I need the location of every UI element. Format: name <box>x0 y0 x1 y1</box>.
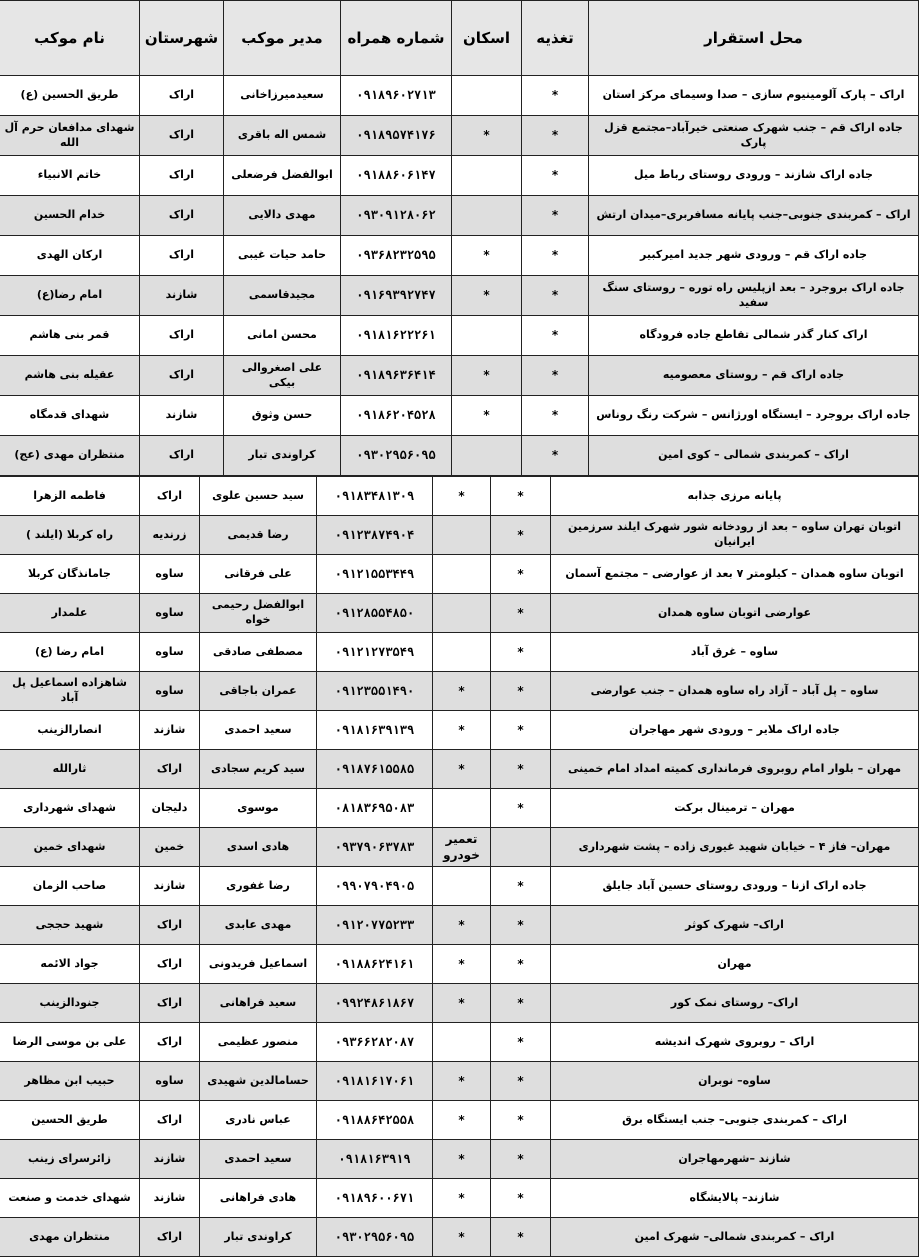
cell-name: راه کربلا (ایلند ) <box>0 516 140 555</box>
cell-location: مهران – ترمینال برکت <box>551 789 919 828</box>
cell-city: اراک <box>140 750 200 789</box>
cell-city: اراک <box>140 76 224 116</box>
header-phone: شماره همراه <box>341 1 452 76</box>
cell-food: * <box>491 789 551 828</box>
cell-phone: ۰۸۱۸۳۶۹۵۰۸۳ <box>317 789 433 828</box>
cell-name: شاهزاده اسماعیل پل آباد <box>0 672 140 711</box>
cell-name: عقیله بنی هاشم <box>0 356 140 396</box>
table-row <box>0 196 919 236</box>
cell-lodging: تعمیر خودرو <box>433 828 491 867</box>
cell-location: ساوه– نوبران <box>551 1062 919 1101</box>
cell-location: جاده اراک بروجرد – بعد ازپلیس راه توره – روستای سنگ سفید <box>589 276 919 316</box>
cell-lodging: * <box>433 711 491 750</box>
cell-lodging <box>452 316 522 356</box>
cell-phone: ۰۹۱۸۱۶۳۹۱۳۹ <box>317 711 433 750</box>
cell-city: ساوه <box>140 1062 200 1101</box>
cell-location: عوارضی اتوبان ساوه همدان <box>551 594 919 633</box>
table-row <box>0 1140 919 1179</box>
cell-food: * <box>491 945 551 984</box>
cell-food: * <box>491 1179 551 1218</box>
cell-lodging <box>452 436 522 476</box>
table-row <box>0 789 919 828</box>
cell-name: طریق الحسین (ع) <box>0 76 140 116</box>
cell-location: شازند– پالایشگاه <box>551 1179 919 1218</box>
table-row <box>0 945 919 984</box>
cell-food: * <box>491 633 551 672</box>
cell-city: اراک <box>140 1218 200 1257</box>
table-row <box>0 672 919 711</box>
cell-location: مهران– فاز ۴ – خیابان شهید غیوری زاده – پشت شهرداری <box>551 828 919 867</box>
cell-city: اراک <box>140 316 224 356</box>
cell-manager: کراوندی تبار <box>200 1218 317 1257</box>
cell-phone: ۰۹۹۲۴۸۶۱۸۶۷ <box>317 984 433 1023</box>
cell-name: امام رضا(ع) <box>0 276 140 316</box>
cell-manager: سعید احمدی <box>200 1140 317 1179</box>
header-name: نام موکب <box>0 1 140 76</box>
cell-location: مهران – بلوار امام روبروی فرمانداری کمیته امداد امام خمینی <box>551 750 919 789</box>
cell-city: دلیجان <box>140 789 200 828</box>
cell-city: اراک <box>140 156 224 196</box>
cell-manager: کراوندی تبار <box>224 436 341 476</box>
cell-name: امام رضا (ع) <box>0 633 140 672</box>
cell-location: اتوبان تهران ساوه – بعد از رودخانه شور شهرک ایلند سرزمین ایرانیان <box>551 516 919 555</box>
cell-location: جاده اراک بروجرد – ایستگاه اورژانس – شرکت رنگ روناس <box>589 396 919 436</box>
cell-lodging <box>452 156 522 196</box>
cell-city: خمین <box>140 828 200 867</box>
table-row <box>0 828 919 867</box>
header-lodging: اسکان <box>452 1 522 76</box>
table-row <box>0 594 919 633</box>
cell-lodging: * <box>452 276 522 316</box>
table-row <box>0 1023 919 1062</box>
cell-lodging <box>433 555 491 594</box>
cell-name: فاطمه الزهرا <box>0 477 140 516</box>
cell-city: اراک <box>140 477 200 516</box>
cell-city: شازند <box>140 711 200 750</box>
cell-phone: ۰۹۱۸۶۲۰۴۵۲۸ <box>341 396 452 436</box>
cell-location: جاده اراک قم – ورودی شهر جدید امیرکبیر <box>589 236 919 276</box>
cell-name: منتظران مهدی (عج) <box>0 436 140 476</box>
cell-name: قمر بنی هاشم <box>0 316 140 356</box>
cell-phone: ۰۹۱۲۳۵۵۱۴۹۰ <box>317 672 433 711</box>
cell-manager: مهدی عابدی <box>200 906 317 945</box>
cell-location: پایانه مرزی جذابه <box>551 477 919 516</box>
cell-food: * <box>522 156 589 196</box>
cell-phone: ۰۹۱۸۸۶۰۶۱۴۷ <box>341 156 452 196</box>
cell-manager: سید حسین علوی <box>200 477 317 516</box>
cell-manager: سعید احمدی <box>200 711 317 750</box>
table-row <box>0 555 919 594</box>
header-food: تغذیه <box>522 1 589 76</box>
table-row <box>0 633 919 672</box>
cell-name: صاحب الزمان <box>0 867 140 906</box>
cell-food: * <box>522 276 589 316</box>
cell-food: * <box>491 1140 551 1179</box>
header-location: محل استقرار <box>589 1 919 76</box>
table-row <box>0 156 919 196</box>
table-row <box>0 906 919 945</box>
cell-name: جامانذگان کربلا <box>0 555 140 594</box>
cell-food: * <box>522 396 589 436</box>
cell-location: اراک – پارک آلومینیوم سازی – صدا وسیمای مرکز استان <box>589 76 919 116</box>
cell-city: شازند <box>140 867 200 906</box>
table-row <box>0 396 919 436</box>
cell-phone: ۰۹۱۸۳۴۸۱۳۰۹ <box>317 477 433 516</box>
cell-lodging: * <box>433 1179 491 1218</box>
cell-phone: ۰۹۳۶۸۲۳۲۵۹۵ <box>341 236 452 276</box>
cell-food: * <box>491 1218 551 1257</box>
cell-lodging <box>452 76 522 116</box>
cell-lodging: * <box>452 116 522 156</box>
cell-food: * <box>491 555 551 594</box>
cell-phone: ۰۹۱۸۱۶۲۲۲۶۱ <box>341 316 452 356</box>
cell-food: * <box>491 1062 551 1101</box>
cell-city: زرندیه <box>140 516 200 555</box>
cell-name: ثارالله <box>0 750 140 789</box>
cell-phone: ۰۹۳۰۲۹۵۶۰۹۵ <box>341 436 452 476</box>
cell-name: شهدای شهرداری <box>0 789 140 828</box>
cell-phone: ۰۹۳۰۲۹۵۶۰۹۵ <box>317 1218 433 1257</box>
table-row <box>0 1062 919 1101</box>
cell-manager: علی اصغروالی بیکی <box>224 356 341 396</box>
cell-phone: ۰۹۳۶۶۲۸۲۰۸۷ <box>317 1023 433 1062</box>
cell-location: جاده اراک ازنا – ورودی روستای حسین آباد جایلق <box>551 867 919 906</box>
cell-location: مهران <box>551 945 919 984</box>
cell-phone: ۰۹۱۸۹۶۰۲۷۱۳ <box>341 76 452 116</box>
cell-food: * <box>491 594 551 633</box>
cell-city: شازند <box>140 276 224 316</box>
cell-manager: رضا غفوری <box>200 867 317 906</box>
cell-phone: ۰۹۱۸۹۶۳۶۴۱۴ <box>341 356 452 396</box>
cell-city: اراک <box>140 236 224 276</box>
cell-name: شهید حججی <box>0 906 140 945</box>
table-row <box>0 436 919 476</box>
cell-manager: سعیدمیرزاخانی <box>224 76 341 116</box>
cell-phone: ۰۹۱۲۰۷۷۵۲۳۳ <box>317 906 433 945</box>
cell-manager: ابوالفضل رحیمی خواه <box>200 594 317 633</box>
table-row <box>0 1179 919 1218</box>
cell-location: اراک– روستای نمک کور <box>551 984 919 1023</box>
cell-location: اراک – کمربندی جنوبی– جنب ایستگاه برق <box>551 1101 919 1140</box>
mawkib-table-bottom <box>0 476 919 1257</box>
cell-city: اراک <box>140 356 224 396</box>
cell-food: * <box>491 1023 551 1062</box>
cell-location: اراک کنار گذر شمالی تقاطع جاده فرودگاه <box>589 316 919 356</box>
cell-food: * <box>491 1101 551 1140</box>
cell-lodging <box>433 789 491 828</box>
cell-manager: مهدی دالایی <box>224 196 341 236</box>
cell-food: * <box>522 436 589 476</box>
table-row <box>0 316 919 356</box>
cell-city: اراک <box>140 1023 200 1062</box>
cell-lodging <box>433 867 491 906</box>
cell-location: اراک – کمربندی جنوبی–جنب پایانه مسافربری–میدان ارتش <box>589 196 919 236</box>
cell-city: شازند <box>140 1140 200 1179</box>
cell-lodging <box>433 594 491 633</box>
cell-name: شهدای خمین <box>0 828 140 867</box>
table-row <box>0 750 919 789</box>
cell-food: * <box>491 516 551 555</box>
cell-name: خاتم الانبیاء <box>0 156 140 196</box>
cell-city: ساوه <box>140 555 200 594</box>
table-row <box>0 356 919 396</box>
cell-lodging <box>452 196 522 236</box>
cell-manager: ابوالفضل فرضعلی <box>224 156 341 196</box>
cell-manager: هادی فراهانی <box>200 1179 317 1218</box>
cell-city: اراک <box>140 906 200 945</box>
table-row <box>0 1218 919 1257</box>
cell-manager: رضا قدیمی <box>200 516 317 555</box>
cell-manager: هادی اسدی <box>200 828 317 867</box>
cell-name: طریق الحسین <box>0 1101 140 1140</box>
cell-name: جواد الائمه <box>0 945 140 984</box>
cell-phone: ۰۹۱۲۳۸۷۴۹۰۴ <box>317 516 433 555</box>
cell-manager: سید کریم سجادی <box>200 750 317 789</box>
cell-phone: ۰۹۱۸۱۶۱۷۰۶۱ <box>317 1062 433 1101</box>
cell-food: * <box>491 750 551 789</box>
cell-manager: علی فرقانی <box>200 555 317 594</box>
cell-name: جنودالزینب <box>0 984 140 1023</box>
cell-name: علمدار <box>0 594 140 633</box>
cell-lodging: * <box>452 236 522 276</box>
mawkib-table-top <box>0 0 919 476</box>
cell-lodging <box>433 633 491 672</box>
cell-manager: حامد حیات غیبی <box>224 236 341 276</box>
cell-manager: مجیدقاسمی <box>224 276 341 316</box>
cell-manager: مصطفی صادقی <box>200 633 317 672</box>
cell-food: * <box>491 711 551 750</box>
table-header-row <box>0 1 919 76</box>
cell-phone: ۰۹۱۸۹۶۰۰۶۷۱ <box>317 1179 433 1218</box>
cell-food: * <box>491 477 551 516</box>
cell-name: زائرسرای زینب <box>0 1140 140 1179</box>
cell-name: منتظران مهدی <box>0 1218 140 1257</box>
table-row <box>0 116 919 156</box>
table-row <box>0 867 919 906</box>
cell-food <box>491 828 551 867</box>
cell-food: * <box>522 356 589 396</box>
cell-lodging: * <box>452 396 522 436</box>
cell-manager: حسامالدین شهیدی <box>200 1062 317 1101</box>
cell-name: انصارالزینب <box>0 711 140 750</box>
table-row <box>0 711 919 750</box>
table-row <box>0 1101 919 1140</box>
cell-name: شهدای خدمت و صنعت <box>0 1179 140 1218</box>
cell-manager: حسن وثوق <box>224 396 341 436</box>
cell-lodging <box>433 516 491 555</box>
cell-food: * <box>491 906 551 945</box>
cell-location: اراک – کمربندی شمالی – کوی امین <box>589 436 919 476</box>
table-row <box>0 477 919 516</box>
cell-lodging: * <box>433 1218 491 1257</box>
cell-location: جاده اراک قم – روستای معصومیه <box>589 356 919 396</box>
cell-manager: سعید فراهانی <box>200 984 317 1023</box>
cell-phone: ۰۹۹۰۷۹۰۴۹۰۵ <box>317 867 433 906</box>
cell-phone: ۰۹۱۸۸۶۲۴۱۶۱ <box>317 945 433 984</box>
cell-lodging: * <box>433 984 491 1023</box>
cell-manager: موسوی <box>200 789 317 828</box>
cell-lodging <box>433 1023 491 1062</box>
cell-phone: ۰۹۱۸۷۶۱۵۵۸۵ <box>317 750 433 789</box>
cell-name: علی بن موسی الرضا <box>0 1023 140 1062</box>
cell-location: جاده اراک ملایر – ورودی شهر مهاجران <box>551 711 919 750</box>
cell-city: شازند <box>140 1179 200 1218</box>
cell-phone: ۰۹۱۸۸۶۴۲۵۵۸ <box>317 1101 433 1140</box>
cell-city: اراک <box>140 196 224 236</box>
cell-phone: ۰۹۳۷۹۰۶۳۷۸۳ <box>317 828 433 867</box>
cell-name: ارکان الهدی <box>0 236 140 276</box>
cell-city: ساوه <box>140 633 200 672</box>
cell-food: * <box>522 236 589 276</box>
cell-food: * <box>491 984 551 1023</box>
cell-lodging: * <box>433 750 491 789</box>
cell-location: شازند –شهرمهاجران <box>551 1140 919 1179</box>
cell-city: اراک <box>140 945 200 984</box>
cell-lodging: * <box>433 1062 491 1101</box>
cell-name: شهدای مدافعان حرم آل الله <box>0 116 140 156</box>
cell-location: اراک– شهرک کوثر <box>551 906 919 945</box>
cell-lodging: * <box>433 1140 491 1179</box>
cell-name: حبیب ابن مظاهر <box>0 1062 140 1101</box>
cell-food: * <box>522 116 589 156</box>
table-row <box>0 236 919 276</box>
cell-lodging: * <box>433 672 491 711</box>
cell-phone: ۰۹۱۸۱۶۳۹۱۹ <box>317 1140 433 1179</box>
cell-city: ساوه <box>140 594 200 633</box>
cell-name: شهدای قدمگاه <box>0 396 140 436</box>
cell-phone: ۰۹۱۲۸۵۵۴۸۵۰ <box>317 594 433 633</box>
header-city: شهرستان <box>140 1 224 76</box>
cell-location: جاده اراک قم – جنب شهرک صنعتی خیرآباد–مجتمع قزل پارک <box>589 116 919 156</box>
cell-location: اراک – کمربندی شمالی– شهرک امین <box>551 1218 919 1257</box>
cell-lodging: * <box>433 477 491 516</box>
cell-phone: ۰۹۱۲۱۵۵۳۴۴۹ <box>317 555 433 594</box>
cell-manager: محسن امانی <box>224 316 341 356</box>
cell-location: اتوبان ساوه همدان – کیلومتر ۷ بعد از عوارضی – مجتمع آسمان <box>551 555 919 594</box>
cell-manager: عباس نادری <box>200 1101 317 1140</box>
cell-location: جاده اراک شازند – ورودی روستای رباط میل <box>589 156 919 196</box>
cell-lodging: * <box>433 945 491 984</box>
cell-location: اراک – روبروی شهرک اندیشه <box>551 1023 919 1062</box>
cell-food: * <box>522 316 589 356</box>
header-manager: مدیر موکب <box>224 1 341 76</box>
cell-manager: شمس اله باقری <box>224 116 341 156</box>
cell-city: شازند <box>140 396 224 436</box>
cell-phone: ۰۹۱۲۱۲۷۳۵۴۹ <box>317 633 433 672</box>
cell-phone: ۰۹۳۰۹۱۲۸۰۶۲ <box>341 196 452 236</box>
cell-city: اراک <box>140 436 224 476</box>
cell-food: * <box>491 867 551 906</box>
cell-food: * <box>522 196 589 236</box>
cell-phone: ۰۹۱۶۹۳۹۲۷۴۷ <box>341 276 452 316</box>
cell-lodging: * <box>433 906 491 945</box>
cell-food: * <box>522 76 589 116</box>
cell-location: ساوه – غرق آباد <box>551 633 919 672</box>
cell-lodging: * <box>433 1101 491 1140</box>
cell-lodging: * <box>452 356 522 396</box>
cell-city: اراک <box>140 984 200 1023</box>
cell-manager: منصور عظیمی <box>200 1023 317 1062</box>
cell-city: ساوه <box>140 672 200 711</box>
cell-manager: اسماعیل فریدونی <box>200 945 317 984</box>
table-row <box>0 984 919 1023</box>
cell-location: ساوه – پل آباد – آزاد راه ساوه همدان – جنب عوارضی <box>551 672 919 711</box>
cell-city: اراک <box>140 1101 200 1140</box>
cell-manager: عمران باجاقی <box>200 672 317 711</box>
table-row <box>0 516 919 555</box>
cell-name: خدام الحسین <box>0 196 140 236</box>
table-row <box>0 76 919 116</box>
cell-city: اراک <box>140 116 224 156</box>
table-row <box>0 276 919 316</box>
cell-phone: ۰۹۱۸۹۵۷۴۱۷۶ <box>341 116 452 156</box>
cell-food: * <box>491 672 551 711</box>
